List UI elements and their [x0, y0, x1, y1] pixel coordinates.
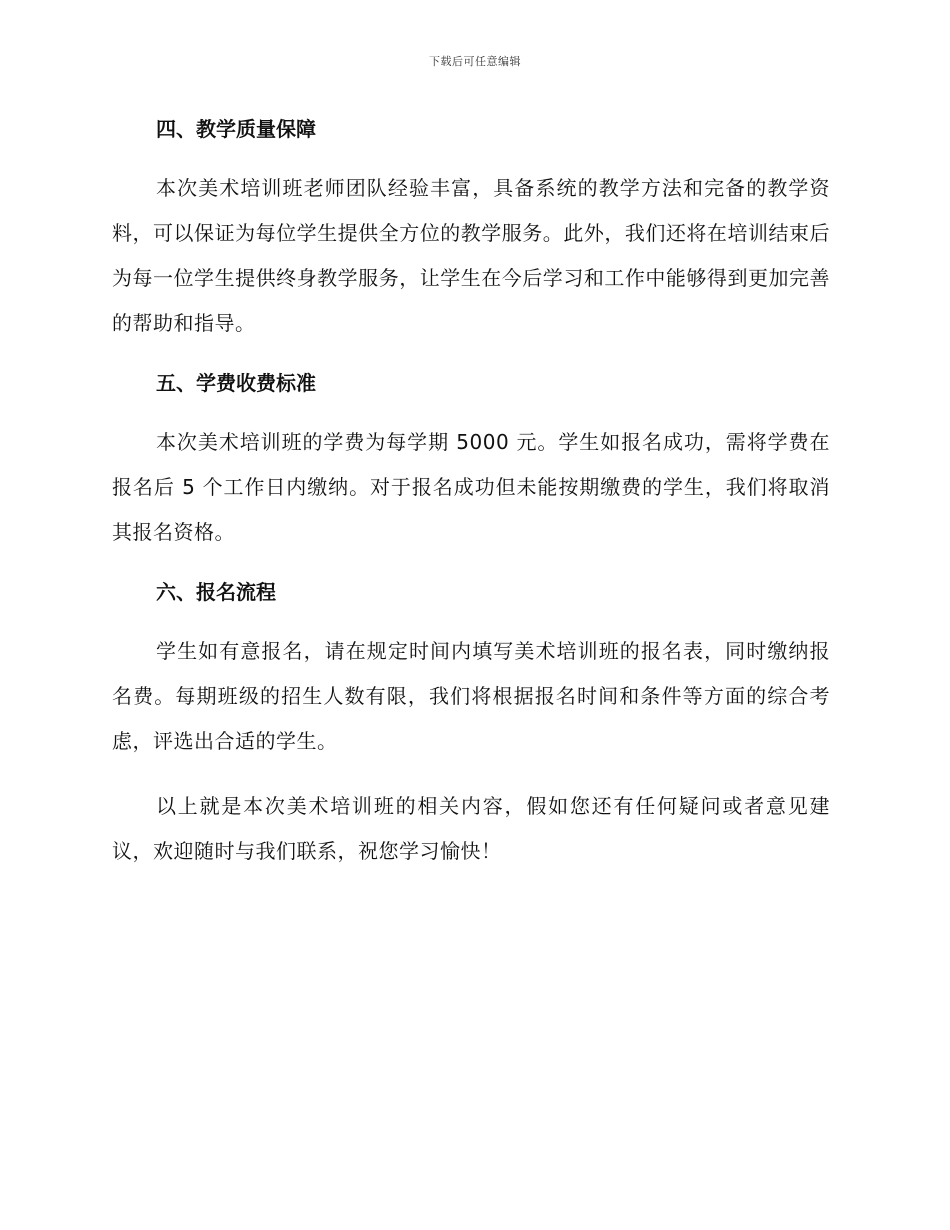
closing-paragraph: 以上就是本次美术培训班的相关内容，假如您还有任何疑问或者意见建议，欢迎随时与我们联系，祝您学习愉快！: [112, 794, 830, 863]
section-heading-tuition: 五、学费收费标准: [156, 371, 316, 395]
section-heading-quality: 四、教学质量保障: [156, 117, 316, 141]
section-paragraph-quality: 本次美术培训班老师团队经验丰富，具备系统的教学方法和完备的教学资料，可以保证为每位学生提供全方位的教学服务。此外，我们还将在培训结束后为每一位学生提供终身教学服务，让学生在今后学习和工作中能够得到更加完善的帮助和指导。: [112, 176, 830, 335]
section-paragraph-tuition: 本次美术培训班的学费为每学期 5000 元。学生如报名成功，需将学费在报名后 5 个工作日内缴纳。对于报名成功但未能按期缴费的学生，我们将取消其报名资格。: [112, 430, 830, 544]
section-paragraph-registration: 学生如有意报名，请在规定时间内填写美术培训班的报名表，同时缴纳报名费。每期班级的招生人数有限，我们将根据报名时间和条件等方面的综合考虑，评选出合适的学生。: [112, 639, 830, 753]
page-header: 下载后可任意编辑: [429, 55, 521, 68]
section-heading-registration: 六、报名流程: [156, 580, 276, 604]
document-body: [112, 112, 830, 894]
